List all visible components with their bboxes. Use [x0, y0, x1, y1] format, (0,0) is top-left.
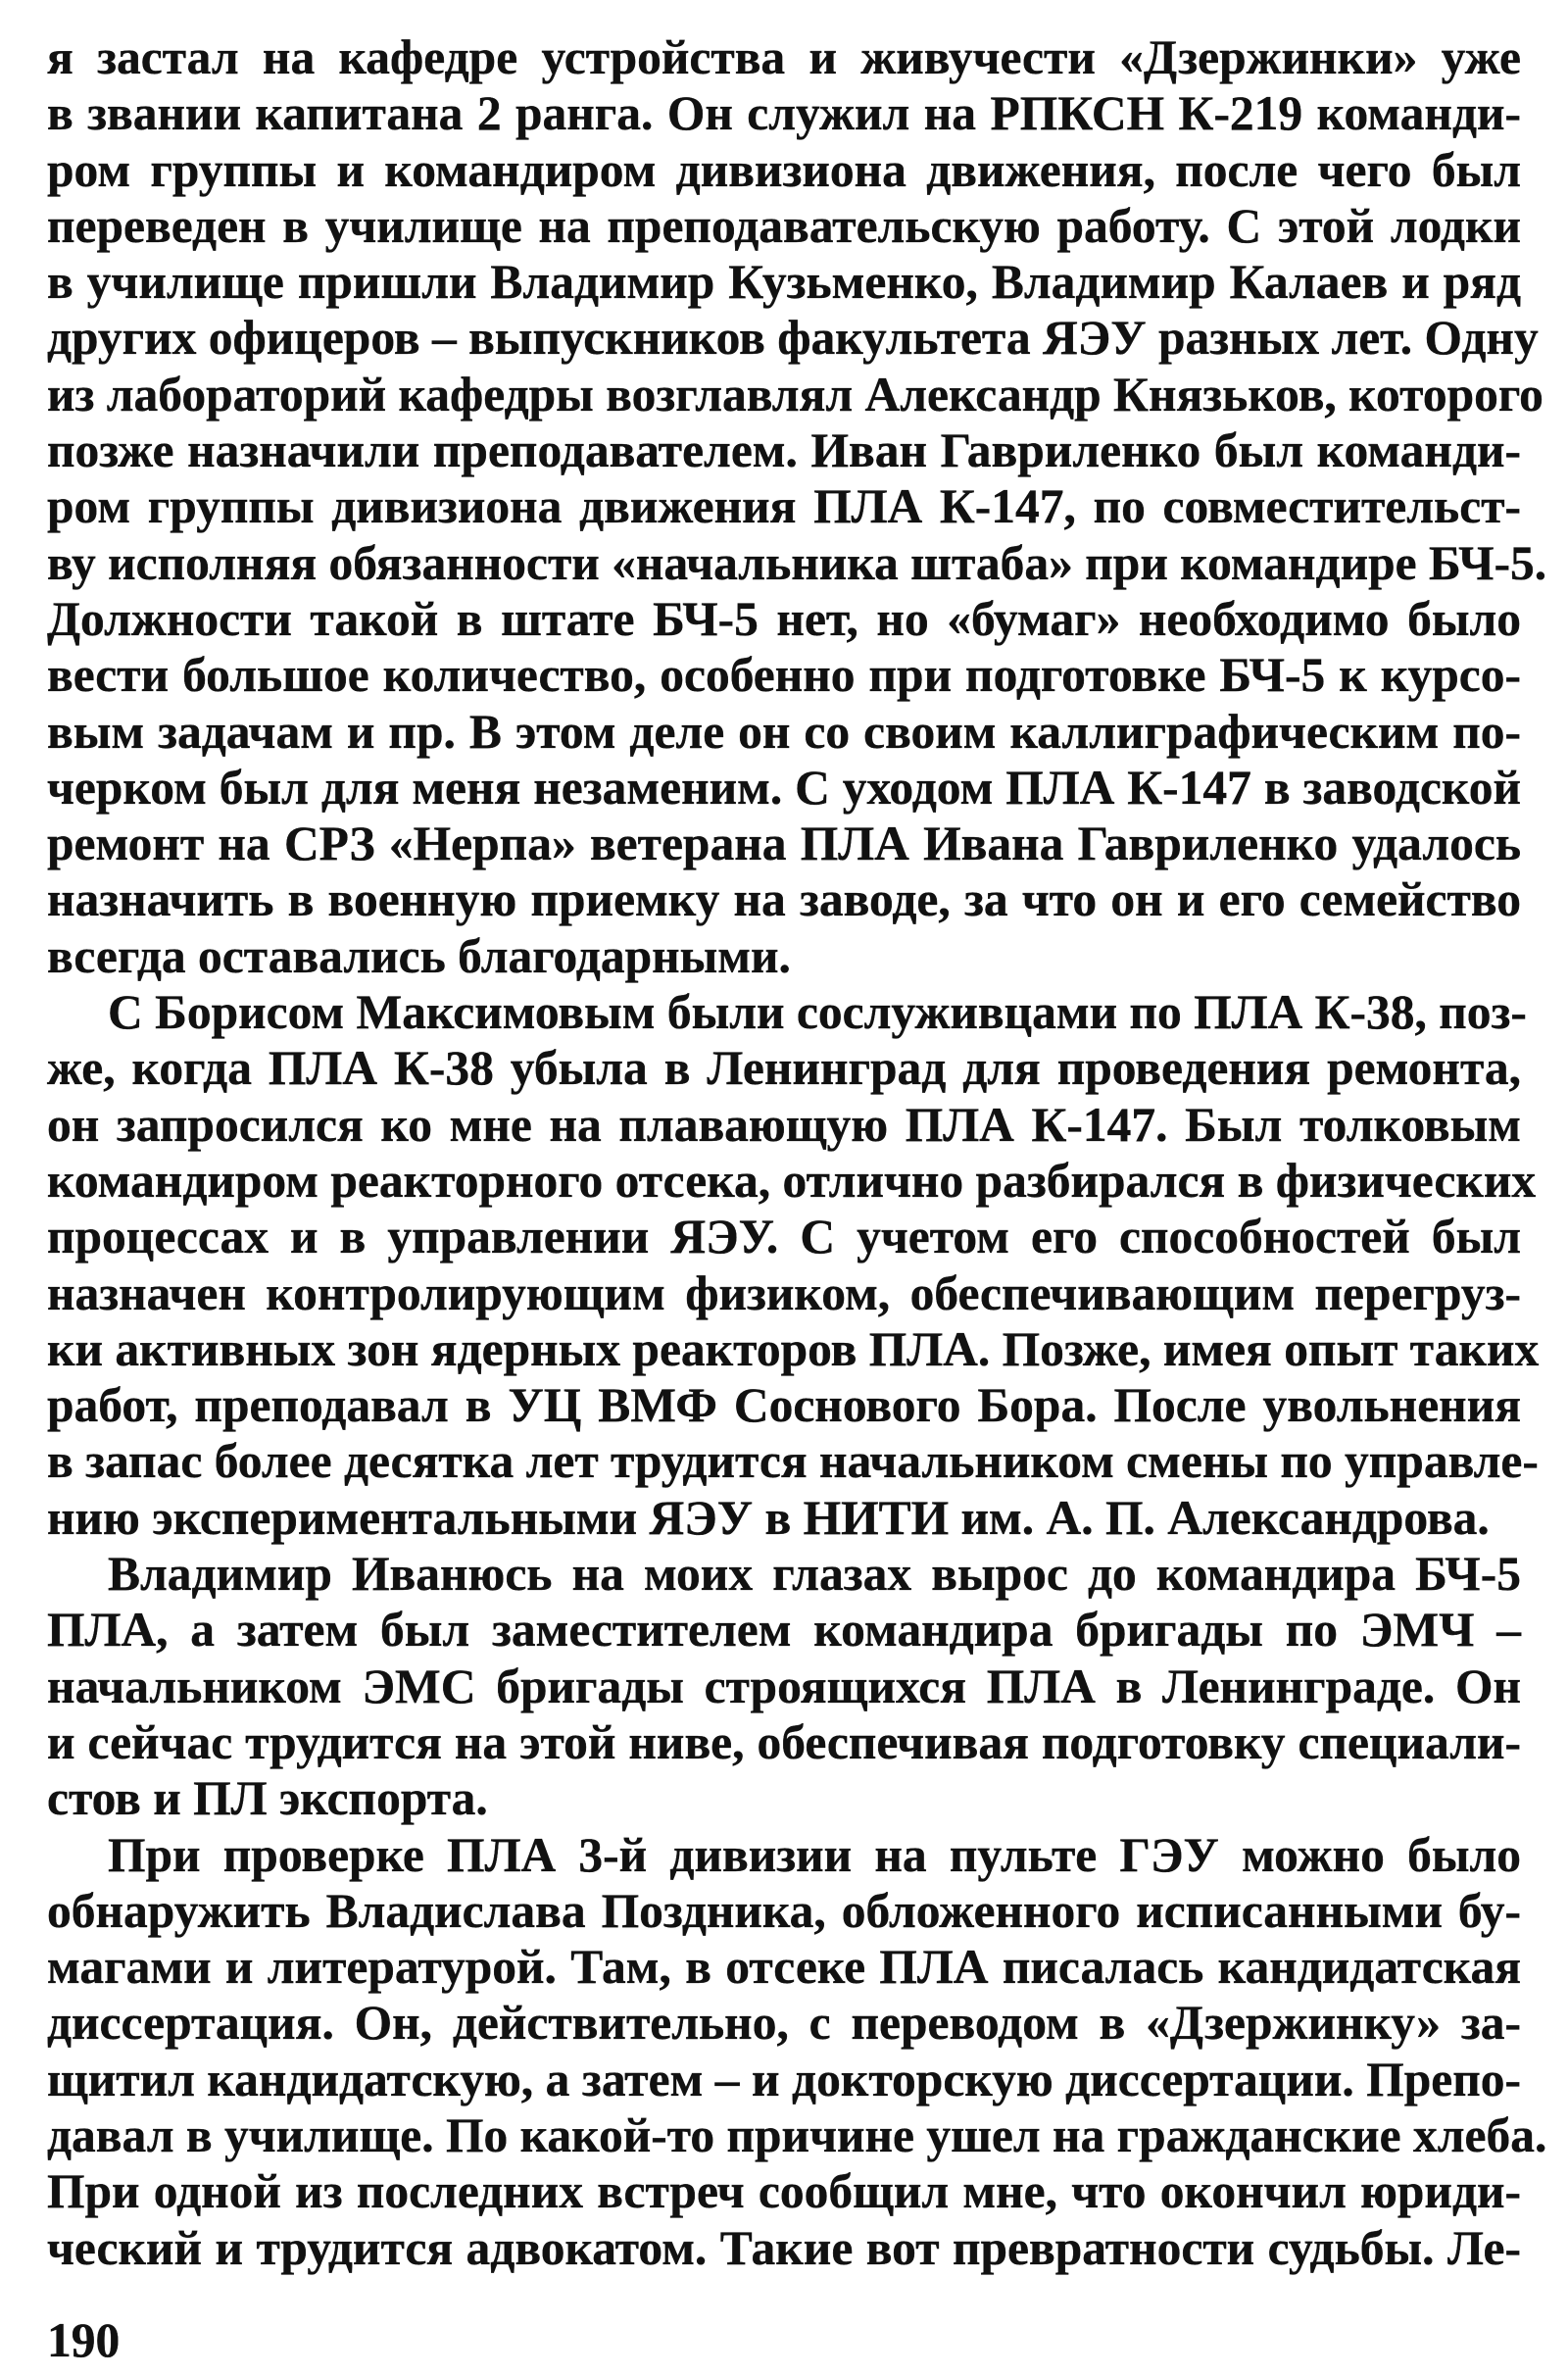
text-line: в звании капитана 2 ранга. Он служил на РПКСН К-219 команди- [47, 86, 1521, 141]
text-line: ром группы дивизиона движения ПЛА К-147, по совместительст- [47, 479, 1521, 534]
text-line: назначить в военную приемку на заводе, за что он и его семейство [47, 872, 1521, 927]
text-line: При одной из последних встреч сообщил мне, что окончил юриди- [47, 2164, 1521, 2219]
paragraph [47, 984, 1540, 1546]
paragraph [47, 1827, 1547, 2276]
text-line: работ, преподавал в УЦ ВМФ Соснового Бора. После увольнения [47, 1378, 1521, 1433]
text-line: всегда оставались благодарными. [47, 928, 791, 983]
text-line: я застал на кафедре устройства и живучести «Дзержинки» уже [47, 30, 1521, 84]
text-line: начальником ЭМС бригады строящихся ПЛА в Ленинграде. Он [47, 1659, 1521, 1713]
text-line: ки активных зон ядерных реакторов ПЛА. Позже, имея опыт таких [47, 1321, 1540, 1376]
text-line: в запас более десятка лет трудится начальником смены по управле- [47, 1434, 1539, 1489]
text-line: ву исполняя обязанности «начальника штаба» при командире БЧ-5. [47, 535, 1547, 590]
paragraph [47, 1546, 1521, 1826]
text-line: С Борисом Максимовым были сослуживцами по ПЛА К-38, поз- [108, 985, 1527, 1040]
text-line: вым задачам и пр. В этом деле он со своим каллиграфическим по- [47, 704, 1521, 759]
text-line: черком был для меня незаменим. С уходом ПЛА К-147 в заводской [47, 760, 1521, 815]
text-line: ремонт на СРЗ «Нерпа» ветерана ПЛА Ивана Гавриленко удалось [47, 817, 1521, 871]
text-line: стов и ПЛ экспорта. [47, 1771, 488, 1826]
text-line: ром группы и командиром дивизиона движения, после чего был [47, 142, 1521, 197]
text-line: нию экспериментальными ЯЭУ в НИТИ им. А. П. Александрова. [47, 1490, 1490, 1545]
text-line: командиром реакторного отсека, отлично разбирался в физических [47, 1153, 1537, 1208]
text-line: назначен контролирующим физиком, обеспечивающим перегруз- [47, 1265, 1521, 1320]
text-line: щитил кандидатскую, а затем – и докторскую диссертации. Препо- [47, 2052, 1521, 2106]
text-line: вести большое количество, особенно при подготовке БЧ-5 к курсо- [47, 648, 1521, 703]
text-line: Владимир Иванюсь на моих глазах вырос до командира БЧ-5 [108, 1547, 1521, 1602]
text-line: ческий и трудится адвокатом. Такие вот превратности судьбы. Ле- [47, 2220, 1521, 2275]
text-line: других офицеров – выпускников факультета ЯЭУ разных лет. Одну [47, 311, 1539, 366]
paragraph [47, 29, 1547, 984]
text-line: магами и литературой. Там, в отсеке ПЛА писалась кандидатская [47, 1940, 1521, 1995]
text-line: диссертация. Он, действительно, с переводом в «Дзержинку» за- [47, 1996, 1521, 2051]
text-line: ПЛА, а затем был заместителем командира бригады по ЭМЧ – [47, 1603, 1521, 1658]
text-line: же, когда ПЛА К-38 убыла в Ленинград для проведения ремонта, [47, 1041, 1521, 1096]
page-body [47, 29, 1547, 2276]
paragraphs-container [47, 29, 1547, 2276]
text-line: и сейчас трудится на этой ниве, обеспечивая подготовку специали- [47, 1714, 1521, 1769]
text-line: позже назначили преподавателем. Иван Гавриленко был команди- [47, 423, 1521, 478]
text-line: давал в училище. По какой-то причине ушел на гражданские хлеба. [47, 2107, 1547, 2162]
text-line: При проверке ПЛА 3-й дивизии на пульте ГЭУ можно было [108, 1827, 1521, 1882]
text-line: Должности такой в штате БЧ-5 нет, но «бумаг» необходимо было [47, 591, 1521, 646]
page-number: 190 [47, 2313, 121, 2367]
text-line: процессах и в управлении ЯЭУ. С учетом его способностей был [47, 1210, 1521, 1264]
text-line: в училище пришли Владимир Кузьменко, Владимир Калаев и ряд [47, 255, 1521, 310]
text-line: переведен в училище на преподавательскую работу. С этой лодки [47, 198, 1521, 253]
text-line: из лабораторий кафедры возглавлял Александр Князьков, которого [47, 367, 1544, 421]
text-line: он запросился ко мне на плавающую ПЛА К-147. Был толковым [47, 1097, 1521, 1152]
text-line: обнаружить Владислава Поздника, обложенного исписанными бу- [47, 1883, 1521, 1938]
